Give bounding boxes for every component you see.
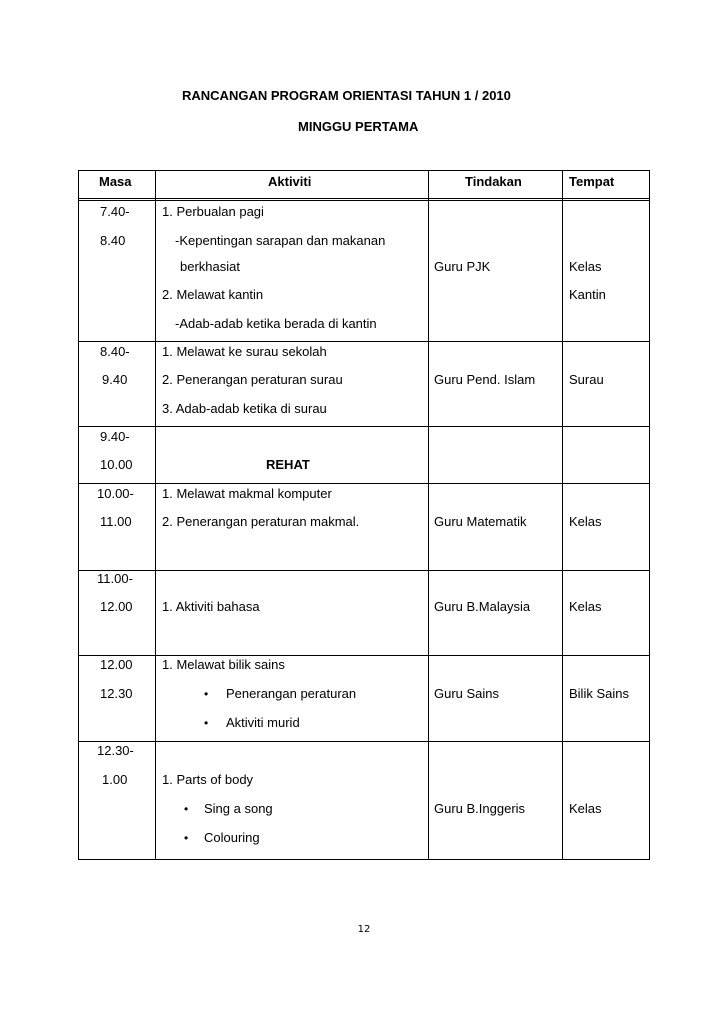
row-6-aktiviti-line: 1. Melawat bilik sains [162, 657, 285, 672]
row-1-masa-start: 7.40- [100, 204, 130, 219]
row-1-aktiviti-line: -Kepentingan sarapan dan makanan [175, 233, 386, 248]
row-6-tempat: Bilik Sains [569, 686, 629, 701]
table-border-left [78, 170, 79, 860]
row-7-aktiviti-bullet: Sing a song [204, 801, 273, 816]
table-border-right [649, 170, 650, 860]
row-2-tempat: Surau [569, 372, 604, 387]
row-6-aktiviti-bullet: Aktiviti murid [226, 715, 300, 730]
column-divider [155, 170, 156, 860]
row-1-masa-end: 8.40 [100, 233, 126, 248]
row-3-aktiviti-rehat: REHAT [266, 457, 310, 472]
document-subtitle: MINGGU PERTAMA [298, 119, 419, 134]
table-border-top [78, 170, 650, 171]
bullet-icon: • [204, 716, 209, 730]
column-divider [428, 170, 429, 860]
row-1-aktiviti-line: 2. Melawat kantin [162, 287, 264, 302]
header-divider [78, 198, 650, 201]
page-number: 12 [357, 924, 371, 935]
row-7-tindakan: Guru B.Inggeris [434, 801, 526, 816]
header-tempat: Tempat [569, 174, 615, 189]
bullet-icon: • [184, 831, 189, 845]
header-masa: Masa [99, 174, 132, 189]
row-2-masa-start: 8.40- [100, 344, 130, 359]
row-2-masa-end: 9.40 [102, 372, 128, 387]
table-border-bottom [78, 859, 650, 860]
row-1-tindakan: Guru PJK [434, 259, 491, 274]
row-4-masa-start: 10.00- [97, 486, 134, 501]
row-1-aktiviti-line: -Adab-adab ketika berada di kantin [175, 316, 377, 331]
document-title: RANCANGAN PROGRAM ORIENTASI TAHUN 1 / 2010 [182, 88, 511, 103]
row-7-masa-start: 12.30- [97, 743, 134, 758]
row-7-tempat: Kelas [569, 801, 602, 816]
row-1-tempat: Kelas [569, 259, 602, 274]
header-tindakan: Tindakan [465, 174, 522, 189]
row-2-aktiviti-line: 2. Penerangan peraturan surau [162, 372, 343, 387]
row-5-masa-end: 12.00 [100, 599, 133, 614]
header-aktiviti: Aktiviti [268, 174, 312, 189]
row-1-tempat: Kantin [569, 287, 606, 302]
bullet-icon: • [204, 687, 209, 701]
row-4-aktiviti-line: 2. Penerangan peraturan makmal. [162, 514, 360, 529]
row-2-aktiviti-line: 1. Melawat ke surau sekolah [162, 344, 327, 359]
row-6-tindakan: Guru Sains [434, 686, 500, 701]
row-4-tempat: Kelas [569, 514, 602, 529]
row-1-aktiviti-line: 1. Perbualan pagi [162, 204, 264, 219]
row-4-aktiviti-line: 1. Melawat makmal komputer [162, 486, 332, 501]
row-3-masa-start: 9.40- [100, 429, 130, 444]
row-divider [78, 741, 650, 742]
row-5-tindakan: Guru B.Malaysia [434, 599, 531, 614]
row-5-aktiviti-line: 1. Aktiviti bahasa [162, 599, 260, 614]
row-2-aktiviti-line: 3. Adab-adab ketika di surau [162, 401, 327, 416]
bullet-icon: • [184, 802, 189, 816]
row-6-masa-start: 12.00 [100, 657, 133, 672]
row-5-masa-start: 11.00- [97, 571, 133, 586]
row-4-masa-end: 11.00 [100, 514, 132, 529]
row-1-aktiviti-line: berkhasiat [180, 259, 240, 274]
row-4-tindakan: Guru Matematik [434, 514, 527, 529]
row-divider [78, 483, 650, 484]
row-6-aktiviti-bullet: Penerangan peraturan [226, 686, 357, 701]
row-5-tempat: Kelas [569, 599, 602, 614]
row-divider [78, 426, 650, 427]
schedule-table [78, 170, 650, 860]
row-2-tindakan: Guru Pend. Islam [434, 372, 536, 387]
row-7-aktiviti-bullet: Colouring [204, 830, 260, 845]
row-divider [78, 655, 650, 656]
row-divider [78, 341, 650, 342]
row-6-masa-end: 12.30 [100, 686, 133, 701]
row-divider [78, 570, 650, 571]
row-7-aktiviti-line: 1. Parts of body [162, 772, 254, 787]
row-7-masa-end: 1.00 [102, 772, 128, 787]
column-divider [562, 170, 563, 860]
row-3-masa-end: 10.00 [100, 457, 133, 472]
